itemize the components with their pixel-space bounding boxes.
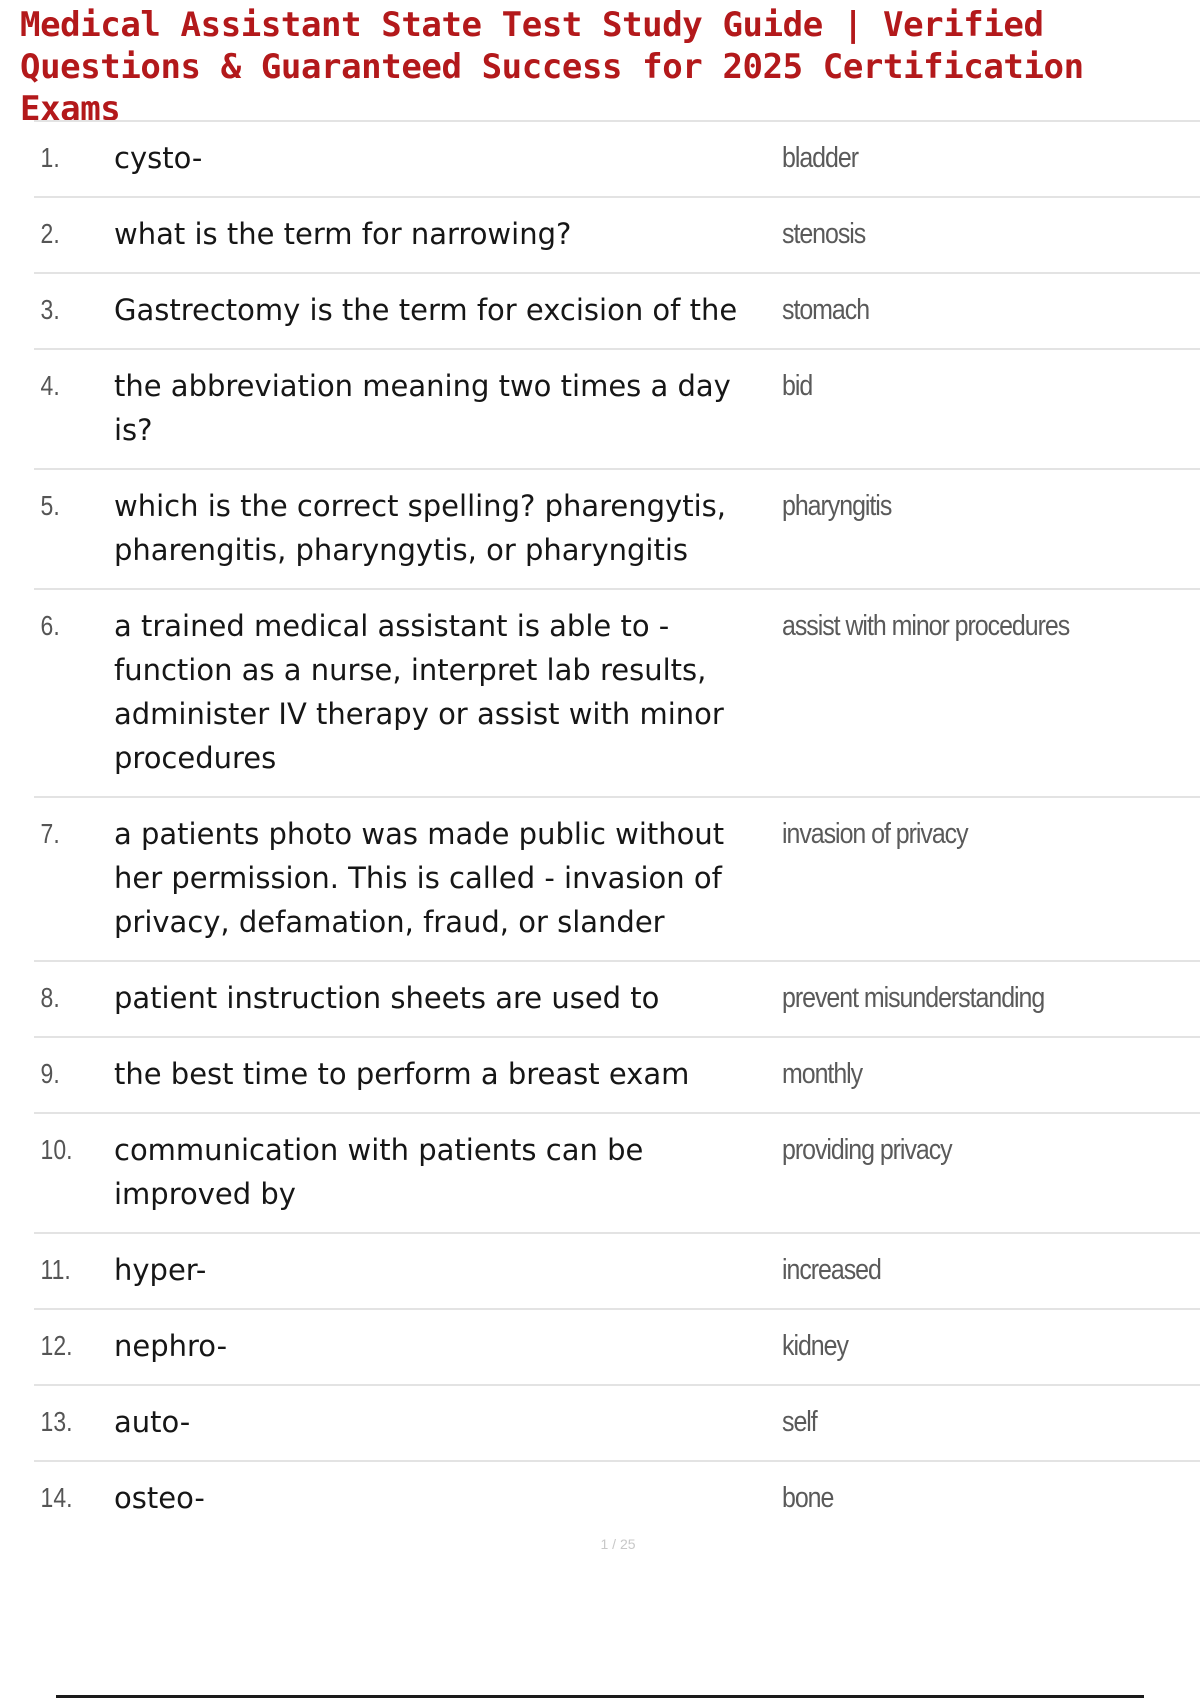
item-question: what is the term for narrowing? bbox=[114, 217, 572, 251]
item-number: 7. bbox=[40, 818, 60, 849]
item-number: 4. bbox=[40, 370, 60, 401]
item-answer: bladder bbox=[782, 142, 858, 174]
item-answer: bid bbox=[782, 370, 813, 402]
item-answer: kidney bbox=[782, 1330, 848, 1362]
list-item bbox=[34, 590, 1200, 798]
item-question: the best time to perform a breast exam bbox=[114, 1057, 690, 1091]
item-answer: stomach bbox=[782, 294, 870, 326]
list-item bbox=[34, 470, 1200, 590]
list-item bbox=[34, 350, 1200, 470]
item-question: nephro- bbox=[114, 1329, 228, 1363]
item-number: 1. bbox=[40, 142, 60, 173]
item-question: which is the correct spelling? pharengytis, pharengitis, pharyngytis, or pharyngitis bbox=[114, 489, 726, 567]
list-item bbox=[34, 1234, 1200, 1310]
item-number: 8. bbox=[40, 982, 60, 1013]
item-answer: increased bbox=[782, 1254, 881, 1286]
item-answer: providing privacy bbox=[782, 1134, 952, 1166]
list-item bbox=[34, 1386, 1200, 1462]
item-number: 10. bbox=[40, 1134, 73, 1165]
item-answer: monthly bbox=[782, 1058, 863, 1090]
item-question: Gastrectomy is the term for excision of the bbox=[114, 293, 738, 327]
list-item bbox=[34, 1038, 1200, 1114]
list-item bbox=[34, 798, 1200, 962]
item-question: patient instruction sheets are used to bbox=[114, 981, 660, 1015]
item-number: 14. bbox=[40, 1482, 73, 1513]
item-question: auto- bbox=[114, 1405, 191, 1439]
item-answer: bone bbox=[782, 1482, 834, 1514]
item-answer: stenosis bbox=[782, 218, 866, 250]
item-number: 2. bbox=[40, 218, 60, 249]
item-answer: invasion of privacy bbox=[782, 818, 968, 850]
question-answer-list bbox=[34, 120, 1200, 1536]
item-question: the abbreviation meaning two times a day is? bbox=[114, 369, 731, 447]
item-answer: assist with minor procedures bbox=[782, 610, 1070, 642]
item-answer: self bbox=[782, 1406, 817, 1438]
item-number: 6. bbox=[40, 610, 60, 641]
document-title: Medical Assistant State Test Study Guide | Verified Questions & Guaranteed Success for 2025 Certification Exams bbox=[20, 5, 1084, 129]
footer-divider bbox=[56, 1695, 1144, 1698]
item-number: 11. bbox=[40, 1254, 71, 1285]
item-question: hyper- bbox=[114, 1253, 207, 1287]
item-number: 3. bbox=[40, 294, 60, 325]
list-item bbox=[34, 274, 1200, 350]
item-question: osteo- bbox=[114, 1481, 205, 1515]
item-number: 12. bbox=[40, 1330, 73, 1361]
item-answer: prevent misunderstanding bbox=[782, 982, 1045, 1014]
item-question: cysto- bbox=[114, 141, 203, 175]
list-item bbox=[34, 1310, 1200, 1386]
item-number: 5. bbox=[40, 490, 60, 521]
item-question: a patients photo was made public without her permission. This is called - invasion of privacy, defamation, fraud, or slander bbox=[114, 817, 725, 939]
list-item bbox=[34, 120, 1200, 198]
item-answer: pharyngitis bbox=[782, 490, 892, 522]
item-number: 13. bbox=[40, 1406, 73, 1437]
item-question: a trained medical assistant is able to - function as a nurse, interpret lab results, administer IV therapy or assist with minor procedures bbox=[114, 609, 724, 775]
list-item bbox=[34, 1114, 1200, 1234]
list-item bbox=[34, 1462, 1200, 1536]
list-item bbox=[34, 198, 1200, 274]
item-question: communication with patients can be improved by bbox=[114, 1133, 644, 1211]
item-number: 9. bbox=[40, 1058, 60, 1089]
page-number: 1 / 25 bbox=[600, 1536, 636, 1552]
list-item bbox=[34, 962, 1200, 1038]
